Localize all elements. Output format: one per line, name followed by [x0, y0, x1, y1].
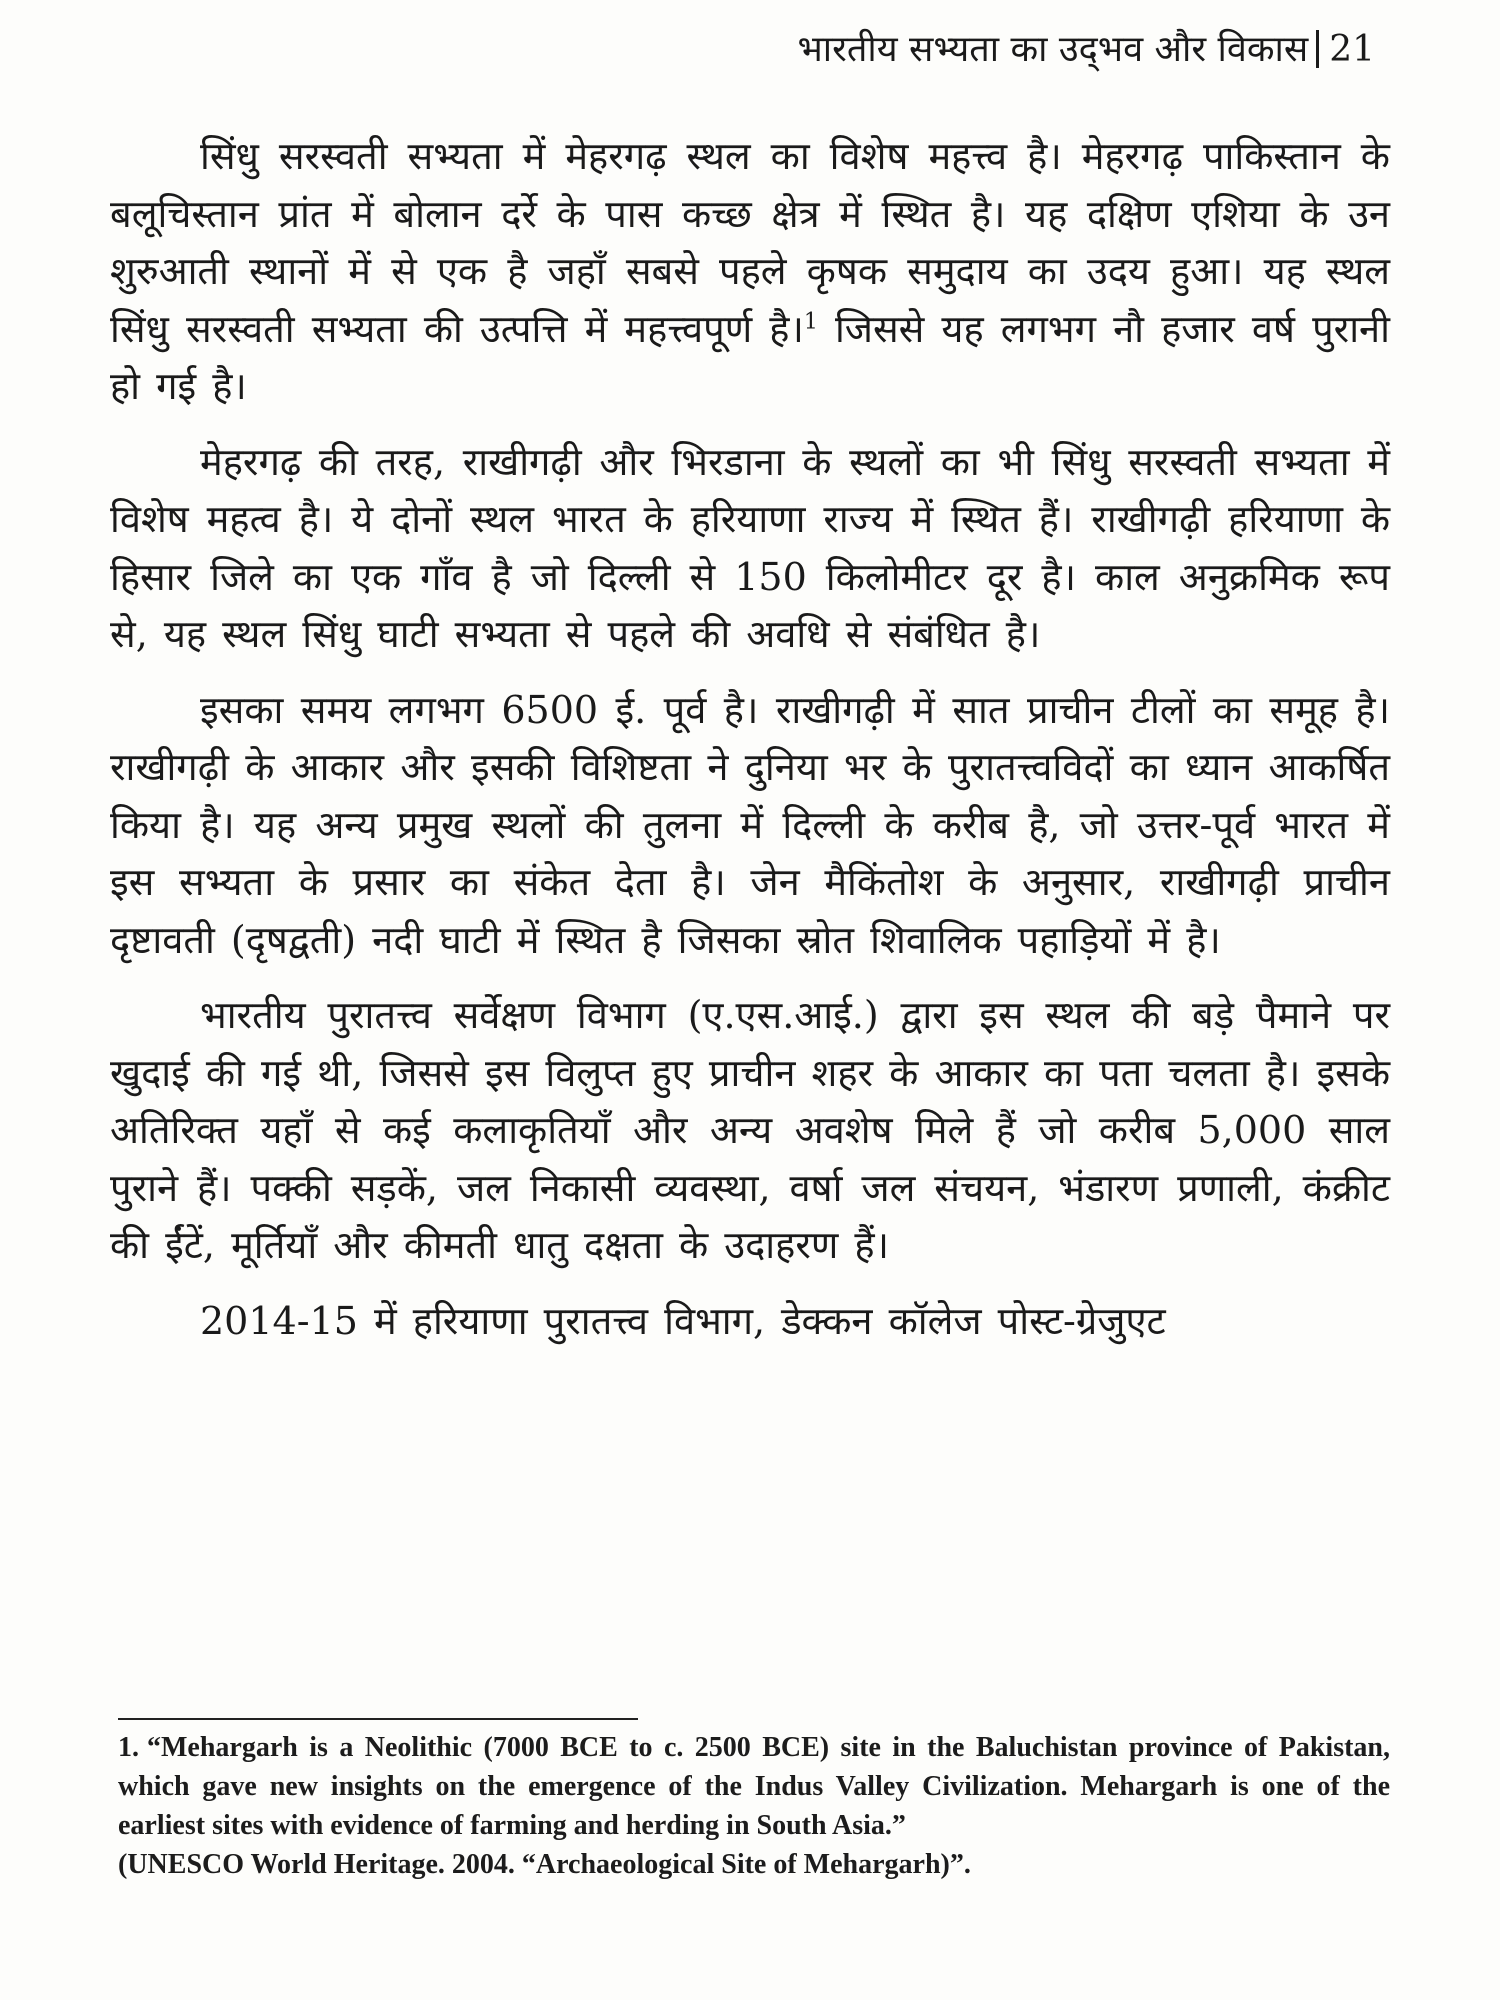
paragraph-text-continued: जिससे यह लगभग नौ हजार वर्ष पुरानी हो गई है।: [110, 306, 1390, 408]
page-number: 21: [1329, 29, 1375, 70]
header-separator: [1316, 30, 1319, 68]
paragraph-text: 2014-15 में हरियाणा पुरातत्त्व विभाग, डेक्कन कॉलेज पोस्ट-ग्रेजुएट: [200, 1298, 1166, 1343]
paragraph-rakhigarhi-date: [110, 682, 1390, 970]
running-header: [798, 28, 1376, 72]
footnote-quote: “Mehargarh is a Neolithic (7000 BCE to c. 2500 BCE) site in the Baluchistan province of Pakistan, which gave new insights on the emergence of the Indus Valley Civilization. Mehargarh is one of the earliest sites with evidence of farming and herding in South Asia.”: [118, 1732, 1390, 1841]
paragraph-text: इसका समय लगभग 6500 ई. पूर्व है। राखीगढ़ी में सात प्राचीन टीलों का समूह है। राखीगढ़ी के आकार और इसकी विशिष्टता ने दुनिया भर के पुरातत्त्वविदों का ध्यान आकर्षित किया है। यह अन्य प्रमुख स्थलों की तुलना में दिल्ली के करीब है, जो उत्तर-पूर्व भारत में इस सभ्यता के प्रसार का संकेत देता है। जेन मैकिंतोश के अनुसार, राखीगढ़ी प्राचीन दृष्टावती (दृषद्वती) नदी घाटी में स्थित है जिसका स्रोत शिवालिक पहाड़ियों में है।: [110, 687, 1390, 962]
body-text: [110, 128, 1390, 1368]
footnotes: [118, 1728, 1390, 1884]
paragraph-rakhigarhi-bhirdana: [110, 434, 1390, 664]
footnote-reference: 1: [803, 308, 818, 334]
paragraph-text: सिंधु सरस्वती सभ्यता में मेहरगढ़ स्थल का विशेष महत्त्व है। मेहरगढ़ पाकिस्तान के बलूचिस्तान प्रांत में बोलान दर्रे के पास कच्छ क्षेत्र में स्थित है। यह दक्षिण एशिया के उन शुरुआती स्थानों में से एक है जहाँ सबसे पहले कृषक समुदाय का उदय हुआ। यह स्थल सिंधु सरस्वती सभ्यता की उत्पत्ति में महत्त्वपूर्ण है।: [110, 134, 1390, 351]
footnote-1: [118, 1728, 1390, 1845]
paragraph-mehrgarh: [110, 128, 1390, 416]
paragraph-2014-15: [110, 1293, 1390, 1351]
running-title: भारतीय सभ्यता का उद्‌भव और विकास: [797, 29, 1309, 70]
footnote-citation: (UNESCO World Heritage. 2004. “Archaeological Site of Mehargarh)”.: [118, 1849, 971, 1880]
paragraph-asi-excavation: [110, 987, 1390, 1275]
paragraph-text: भारतीय पुरातत्त्व सर्वेक्षण विभाग (ए.एस.आई.) द्वारा इस स्थल की बड़े पैमाने पर खुदाई की गई थी, जिससे इस विलुप्त हुए प्राचीन शहर के आकार का पता चलता है। इसके अतिरिक्त यहाँ से कई कलाकृतियाँ और अन्य अवशेष मिले हैं जो करीब 5,000 साल पुराने हैं। पक्की सड़कें, जल निकासी व्यवस्था, वर्षा जल संचयन, भंडारण प्रणाली, कंक्रीट की ईंटें, मूर्तियाँ और कीमती धातु दक्षता के उदाहरण हैं।: [110, 993, 1390, 1267]
paragraph-text: मेहरगढ़ की तरह, राखीगढ़ी और भिरडाना के स्थलों का भी सिंधु सरस्वती सभ्यता में विशेष महत्व है। ये दोनों स्थल भारत के हरियाणा राज्य में स्थित हैं। राखीगढ़ी हरियाणा के हिसार जिले का एक गाँव है जो दिल्ली से 150 किलोमीटर दूर है। काल अनुक्रमिक रूप से, यह स्थल सिंधु घाटी सभ्यता से पहले की अवधि से संबंधित है।: [110, 439, 1390, 656]
footnote-divider: [118, 1718, 638, 1720]
footnote-number: 1.: [118, 1732, 139, 1763]
